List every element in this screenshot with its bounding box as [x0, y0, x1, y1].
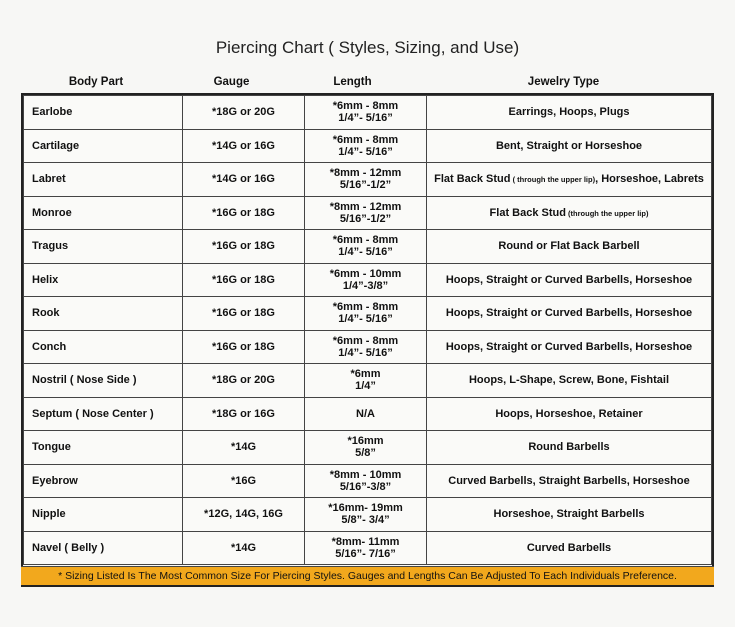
cell-body-part: Monroe — [24, 196, 183, 230]
cell-length — [305, 129, 427, 163]
length-metric: *6mm — [350, 368, 381, 381]
length-metric: *8mm - 12mm — [329, 200, 402, 213]
jewelry-text: Round or Flat Back Barbell — [498, 240, 640, 253]
length-metric: *6mm - 8mm — [332, 100, 399, 113]
header-length: Length — [333, 76, 372, 88]
cell-length — [305, 498, 427, 532]
cell-jewelry-type — [427, 498, 712, 532]
jewelry-text: Hoops, Straight or Curved Barbells, Horseshoe — [445, 273, 693, 286]
cell-body-part: Rook — [24, 297, 183, 331]
cell-gauge: *16G or 18G — [183, 230, 305, 264]
cell-jewelry-type — [427, 431, 712, 465]
jewelry-text: Curved Barbells — [526, 541, 612, 554]
length-imperial: 5/16”-3/8” — [339, 480, 392, 493]
table-row — [24, 129, 712, 163]
cell-body-part: Conch — [24, 330, 183, 364]
cell-gauge: *14G or 16G — [183, 129, 305, 163]
table-row — [24, 297, 712, 331]
length-metric: *6mm - 8mm — [332, 234, 399, 247]
jewelry-note: (through the upper lip) — [565, 208, 649, 218]
jewelry-note: ( through the upper lip) — [510, 175, 596, 185]
header-gauge: Gauge — [213, 76, 250, 88]
table-row — [24, 163, 712, 197]
length-imperial: 1/4” — [355, 380, 376, 393]
cell-body-part: Tragus — [24, 230, 183, 264]
table-row — [24, 263, 712, 297]
cell-gauge: *16G — [183, 464, 305, 498]
cell-length — [305, 196, 427, 230]
jewelry-text: Curved Barbells, Straight Barbells, Horseshoe — [448, 474, 690, 487]
jewelry-text: Flat Back Stud — [434, 173, 511, 186]
cell-gauge: *14G or 16G — [183, 163, 305, 197]
jewelry-text: Earrings, Hoops, Plugs — [508, 106, 630, 119]
jewelry-text: Hoops, Straight or Curved Barbells, Horseshoe — [445, 307, 693, 320]
length-metric: N/A — [356, 407, 375, 420]
jewelry-text: Bent, Straight or Horseshoe — [495, 139, 643, 152]
length-imperial: 5/8” — [355, 447, 376, 460]
cell-gauge: *18G or 20G — [183, 96, 305, 130]
jewelry-text: Round Barbells — [528, 441, 610, 454]
table-row — [24, 464, 712, 498]
cell-body-part: Tongue — [24, 431, 183, 465]
cell-length — [305, 163, 427, 197]
table-row — [24, 230, 712, 264]
cell-body-part: Helix — [24, 263, 183, 297]
cell-length — [305, 96, 427, 130]
cell-gauge: *14G — [183, 431, 305, 465]
length-imperial: 5/8”- 3/4” — [341, 514, 390, 527]
length-imperial: 1/4”- 5/16” — [338, 246, 393, 259]
cell-body-part: Septum ( Nose Center ) — [24, 397, 183, 431]
cell-length — [305, 397, 427, 431]
cell-length — [305, 263, 427, 297]
piercing-table — [21, 93, 714, 587]
jewelry-text-cont: , Horseshoe, Labrets — [595, 173, 704, 186]
jewelry-text: Hoops, Horseshoe, Retainer — [495, 407, 643, 420]
cell-jewelry-type — [427, 330, 712, 364]
cell-jewelry-type — [427, 129, 712, 163]
length-imperial: 1/4”- 5/16” — [338, 313, 393, 326]
table-row — [24, 431, 712, 465]
cell-body-part: Navel ( Belly ) — [24, 531, 183, 565]
cell-jewelry-type — [427, 464, 712, 498]
length-imperial: 5/16”- 7/16” — [335, 547, 396, 560]
cell-length — [305, 364, 427, 398]
cell-jewelry-type — [427, 531, 712, 565]
cell-gauge: *12G, 14G, 16G — [183, 498, 305, 532]
header-jewelry-type: Jewelry Type — [527, 76, 600, 88]
cell-length — [305, 330, 427, 364]
cell-gauge: *18G or 20G — [183, 364, 305, 398]
length-imperial: 1/4”-3/8” — [342, 279, 389, 292]
length-metric: *6mm - 8mm — [332, 133, 399, 146]
cell-jewelry-type — [427, 297, 712, 331]
cell-length — [305, 297, 427, 331]
cell-jewelry-type — [427, 196, 712, 230]
cell-jewelry-type — [427, 263, 712, 297]
length-imperial: 1/4”- 5/16” — [338, 145, 393, 158]
length-metric: *16mm- 19mm — [328, 502, 403, 515]
cell-length — [305, 531, 427, 565]
jewelry-text: Flat Back Stud — [489, 206, 566, 219]
table-row — [24, 96, 712, 130]
cell-body-part: Nostril ( Nose Side ) — [24, 364, 183, 398]
cell-gauge: *16G or 18G — [183, 330, 305, 364]
header-body-part: Body Part — [68, 76, 124, 88]
cell-gauge: *14G — [183, 531, 305, 565]
table-row — [24, 196, 712, 230]
table-row — [24, 364, 712, 398]
length-metric: *6mm - 10mm — [329, 267, 402, 280]
length-imperial: 1/4”- 5/16” — [338, 346, 393, 359]
cell-jewelry-type — [427, 364, 712, 398]
table-row — [24, 498, 712, 532]
cell-gauge: *16G or 18G — [183, 297, 305, 331]
cell-jewelry-type — [427, 96, 712, 130]
length-metric: *8mm - 10mm — [329, 468, 402, 481]
cell-length — [305, 230, 427, 264]
cell-gauge: *18G or 16G — [183, 397, 305, 431]
cell-jewelry-type — [427, 230, 712, 264]
length-metric: *8mm- 11mm — [331, 535, 400, 548]
cell-body-part: Cartilage — [24, 129, 183, 163]
cell-body-part: Labret — [24, 163, 183, 197]
cell-gauge: *16G or 18G — [183, 196, 305, 230]
table-row — [24, 531, 712, 565]
cell-body-part: Earlobe — [24, 96, 183, 130]
jewelry-text: Hoops, Straight or Curved Barbells, Horseshoe — [445, 340, 693, 353]
cell-jewelry-type — [427, 397, 712, 431]
cell-gauge: *16G or 18G — [183, 263, 305, 297]
length-imperial: 5/16”-1/2” — [339, 212, 392, 225]
page-title: Piercing Chart ( Styles, Sizing, and Use) — [215, 38, 520, 57]
table-row — [24, 330, 712, 364]
cell-length — [305, 431, 427, 465]
length-metric: *6mm - 8mm — [332, 334, 399, 347]
length-metric: *8mm - 12mm — [329, 167, 402, 180]
length-imperial: 5/16”-1/2” — [339, 179, 392, 192]
cell-body-part: Eyebrow — [24, 464, 183, 498]
jewelry-text: Horseshoe, Straight Barbells — [493, 508, 645, 521]
footer-note: * Sizing Listed Is The Most Common Size For Piercing Styles. Gauges and Lengths Can Be Adjusted To Each Individuals Preference. — [21, 566, 714, 585]
jewelry-text: Hoops, L-Shape, Screw, Bone, Fishtail — [468, 374, 670, 387]
cell-body-part: Nipple — [24, 498, 183, 532]
cell-jewelry-type — [427, 163, 712, 197]
length-metric: *6mm - 8mm — [332, 301, 399, 314]
length-imperial: 1/4”- 5/16” — [338, 112, 393, 125]
table-row — [24, 397, 712, 431]
cell-length — [305, 464, 427, 498]
table-header — [21, 74, 714, 92]
length-metric: *16mm — [347, 435, 384, 448]
